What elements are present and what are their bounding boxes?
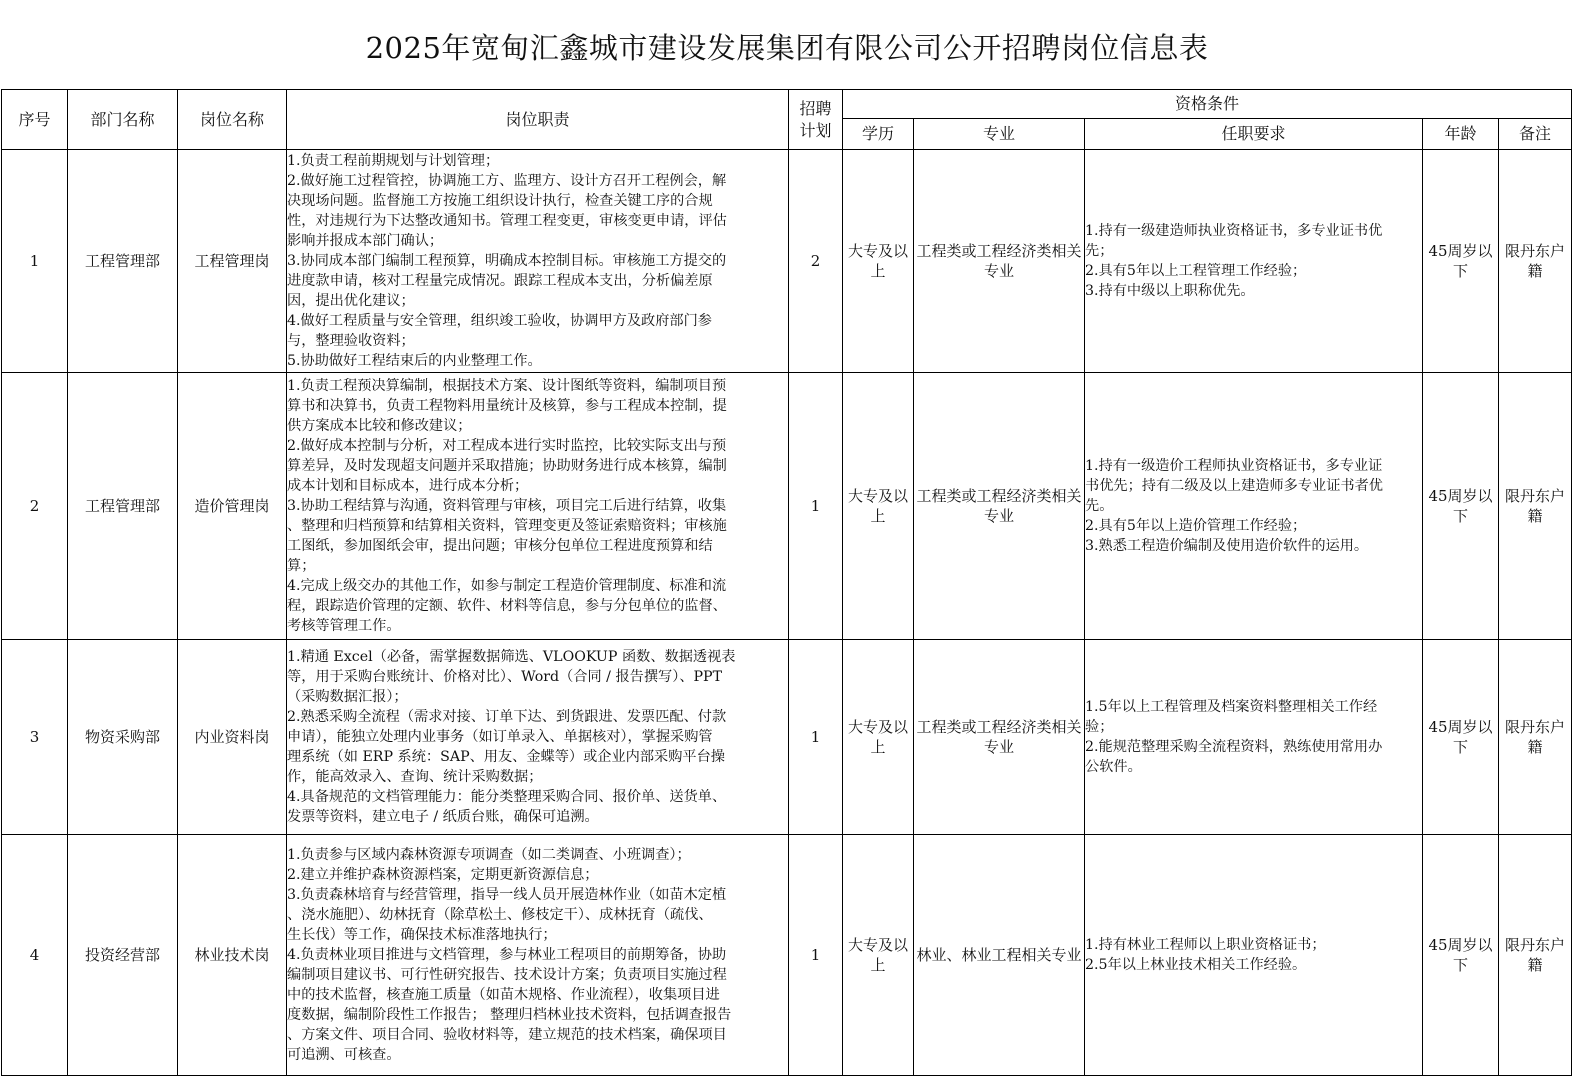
cell-duties-line: 因，提出优化建议；	[287, 293, 415, 309]
cell-requirements-line: 3.持有中级以上职称优先。	[1085, 283, 1255, 299]
cell-dept: 物资采购部	[68, 640, 178, 835]
cell-requirements-line: 1.5年以上工程管理及档案资料整理相关工作经	[1085, 699, 1378, 715]
cell-requirements-line: 3.熟悉工程造价编制及使用造价软件的运用。	[1085, 538, 1369, 554]
cell-requirements	[1085, 640, 1423, 835]
header-post: 岗位名称	[178, 90, 287, 150]
page-title: 2025年宽甸汇鑫城市建设发展集团有限公司公开招聘岗位信息表	[365, 31, 1209, 65]
header-education: 学历	[843, 119, 914, 150]
cell-remark: 限丹东户籍	[1499, 835, 1572, 1076]
cell-plan: 2	[789, 150, 843, 373]
cell-major: 工程类或工程经济类相关专业	[914, 150, 1085, 373]
header-qualifications: 资格条件	[843, 90, 1572, 119]
cell-requirements	[1085, 373, 1423, 640]
cell-requirements-line: 验；	[1085, 719, 1114, 735]
cell-duties-line: 与，整理验收资料；	[287, 333, 415, 349]
cell-duties-line: 2.熟悉采购全流程（需求对接、订单下达、到货跟进、发票匹配、付款	[287, 709, 727, 725]
cell-duties-line: 考核等管理工作。	[287, 618, 401, 634]
cell-post: 林业技术岗	[178, 835, 287, 1076]
cell-duties-line: 作，能高效录入、查询、统计采购数据；	[287, 769, 543, 785]
cell-duties-line: 可追溯、可核查。	[287, 1047, 401, 1063]
cell-duties-line: 决现场问题。监督施工方按施工组织设计执行，检查关键工序的合规	[287, 193, 713, 209]
cell-duties-line: 2.建立并维护森林资源档案，定期更新资源信息；	[287, 867, 599, 883]
cell-duties-line: 发票等资料，建立电子 / 纸质台账，确保可追溯。	[287, 809, 599, 825]
cell-duties-line: 5.协助做好工程结束后的内业整理工作。	[287, 353, 542, 369]
cell-duties-line: 3.协助工程结算与沟通，资料管理与审核，项目完工后进行结算，收集	[287, 498, 727, 514]
header-plan-line-1: 招聘	[799, 98, 832, 118]
cell-seq: 2	[2, 373, 68, 640]
header-age: 年龄	[1423, 119, 1499, 150]
cell-duties-line: 4.做好工程质量与安全管理，组织竣工验收，协调甲方及政府部门参	[287, 313, 712, 329]
cell-requirements	[1085, 835, 1423, 1076]
cell-duties	[287, 640, 789, 835]
cell-duties-line: 、整理和归档预算和结算相关资料，管理变更及签证索赔资料；审核施	[287, 518, 727, 534]
cell-age: 45周岁以下	[1423, 150, 1499, 373]
cell-duties-line: 3.协同成本部门编制工程预算，明确成本控制目标。审核施工方提交的	[287, 253, 727, 269]
cell-plan: 1	[789, 373, 843, 640]
cell-duties-line: 编制项目建议书、可行性研究报告、技术设计方案；负责项目实施过程	[287, 967, 727, 983]
cell-requirements-line: 2.能规范整理采购全流程资料，熟练使用常用办	[1085, 739, 1383, 755]
cell-duties-line: 性，对违规行为下达整改通知书。管理工程变更，审核变更申请，评估	[287, 213, 727, 229]
cell-duties-line: 3.负责森林培育与经营管理，指导一线人员开展造林作业（如苗木定植	[287, 887, 727, 903]
cell-age: 45周岁以下	[1423, 640, 1499, 835]
header-requirements: 任职要求	[1085, 119, 1423, 150]
cell-duties-line: 影响并报成本部门确认；	[287, 233, 444, 249]
cell-remark: 限丹东户籍	[1499, 150, 1572, 373]
cell-education: 大专及以上	[843, 640, 914, 835]
table-row	[2, 373, 1572, 640]
header-plan	[789, 90, 843, 150]
cell-education: 大专及以上	[843, 150, 914, 373]
cell-plan: 1	[789, 640, 843, 835]
cell-duties-line: 算；	[287, 558, 316, 574]
header-major: 专业	[914, 119, 1085, 150]
cell-duties-line: 供方案成本比较和修改建议；	[287, 418, 472, 434]
cell-duties-line: 2.做好施工过程管控，协调施工方、监理方、设计方召开工程例会，解	[287, 173, 727, 189]
cell-dept: 投资经营部	[68, 835, 178, 1076]
table-row	[2, 640, 1572, 835]
cell-post: 工程管理岗	[178, 150, 287, 373]
cell-requirements-line: 书优先；持有二级及以上建造师多专业证书者优	[1085, 478, 1383, 494]
cell-seq: 4	[2, 835, 68, 1076]
cell-education: 大专及以上	[843, 835, 914, 1076]
cell-post: 内业资料岗	[178, 640, 287, 835]
cell-duties-line: 1.负责参与区域内森林资源专项调查（如二类调查、小班调查）；	[287, 847, 691, 863]
cell-requirements-line: 先；	[1085, 243, 1114, 259]
cell-major: 工程类或工程经济类相关专业	[914, 640, 1085, 835]
table-row	[2, 835, 1572, 1076]
cell-duties-line: 、方案文件、项目合同、验收材料等，建立规范的技术档案，确保项目	[287, 1027, 727, 1043]
cell-education: 大专及以上	[843, 373, 914, 640]
cell-age: 45周岁以下	[1423, 373, 1499, 640]
cell-remark: 限丹东户籍	[1499, 373, 1572, 640]
cell-requirements-line: 2.具有5年以上工程管理工作经验；	[1085, 263, 1307, 279]
cell-duties-line: 中的技术监督，核查施工质量（如苗木规格、作业流程），收集项目进	[287, 987, 720, 1003]
cell-seq: 1	[2, 150, 68, 373]
cell-duties-line: 4.具备规范的文档管理能力：能分类整理采购合同、报价单、送货单、	[287, 789, 727, 805]
cell-duties-line: 2.做好成本控制与分析，对工程成本进行实时监控，比较实际支出与预	[287, 438, 727, 454]
header-plan-line-2: 计划	[799, 120, 832, 140]
cell-duties-line: 度数据，编制阶段性工作报告； 整理归档林业技术资料，包括调查报告	[287, 1007, 732, 1023]
header-dept: 部门名称	[68, 90, 178, 150]
cell-requirements-line: 2.5年以上林业技术相关工作经验。	[1085, 957, 1307, 973]
cell-major: 林业、林业工程相关专业	[914, 835, 1085, 1076]
table-body	[2, 150, 1572, 1076]
cell-major: 工程类或工程经济类相关专业	[914, 373, 1085, 640]
cell-duties-line: （采购数据汇报）；	[287, 689, 408, 705]
cell-requirements-line: 1.持有林业工程师以上职业资格证书；	[1085, 937, 1326, 953]
cell-requirements-line: 2.具有5年以上造价管理工作经验；	[1085, 518, 1307, 534]
cell-duties	[287, 835, 789, 1076]
cell-duties-line: 等，用于采购台账统计、价格对比）、Word（合同 / 报告撰写）、PPT	[287, 669, 723, 685]
cell-duties-line: 1.负责工程预决算编制，根据技术方案、设计图纸等资料，编制项目预	[287, 378, 727, 394]
table-row	[2, 150, 1572, 373]
cell-duties-line: 生长伐）等工作，确保技术标准落地执行；	[287, 927, 557, 943]
cell-age: 45周岁以下	[1423, 835, 1499, 1076]
cell-duties-line: 1.精通 Excel（必备，需掌握数据筛选、VLOOKUP 函数、数据透视表	[287, 649, 736, 665]
cell-duties-line: 算差异，及时发现超支问题并采取措施；协助财务进行成本核算，编制	[287, 458, 727, 474]
header-seq: 序号	[2, 90, 68, 150]
cell-dept: 工程管理部	[68, 373, 178, 640]
cell-requirements-line: 1.持有一级建造师执业资格证书，多专业证书优	[1085, 223, 1383, 239]
cell-duties-line: 4.完成上级交办的其他工作，如参与制定工程造价管理制度、标准和流	[287, 578, 727, 594]
cell-duties-line: 4.负责林业项目推进与文档管理，参与林业工程项目的前期筹备，协助	[287, 947, 727, 963]
cell-plan: 1	[789, 835, 843, 1076]
cell-duties-line: 1.负责工程前期规划与计划管理；	[287, 153, 500, 169]
cell-seq: 3	[2, 640, 68, 835]
cell-duties-line: 申请），能独立处理内业事务（如订单录入、单据核对），掌握采购管	[287, 729, 713, 745]
cell-duties-line: 理系统（如 ERP 系统：SAP、用友、金蝶等）或企业内部采购平台操	[287, 749, 725, 765]
cell-post: 造价管理岗	[178, 373, 287, 640]
cell-duties-line: 程，跟踪造价管理的定额、软件、材料等信息，参与分包单位的监督、	[287, 598, 727, 614]
cell-duties	[287, 373, 789, 640]
cell-duties-line: 工图纸，参加图纸会审，提出问题；审核分包单位工程进度预算和结	[287, 538, 713, 554]
cell-dept: 工程管理部	[68, 150, 178, 373]
cell-requirements	[1085, 150, 1423, 373]
cell-requirements-line: 先。	[1085, 498, 1114, 514]
cell-duties-line: 成本计划和目标成本，进行成本分析；	[287, 478, 529, 494]
cell-remark: 限丹东户籍	[1499, 640, 1572, 835]
cell-requirements-line: 公软件。	[1085, 759, 1142, 775]
cell-requirements-line: 1.持有一级造价工程师执业资格证书，多专业证	[1085, 458, 1383, 474]
cell-duties-line: 进度款申请，核对工程量完成情况。跟踪工程成本支出，分析偏差原	[287, 273, 713, 289]
cell-duties-line: 、浇水施肥）、幼林抚育（除草松土、修枝定干）、成林抚育（疏伐、	[287, 907, 713, 923]
recruitment-table	[1, 89, 1572, 1076]
header-duties: 岗位职责	[287, 90, 789, 150]
cell-duties-line: 算书和决算书，负责工程物料用量统计及核算，参与工程成本控制，提	[287, 398, 727, 414]
header-remark: 备注	[1499, 119, 1572, 150]
cell-duties	[287, 150, 789, 373]
